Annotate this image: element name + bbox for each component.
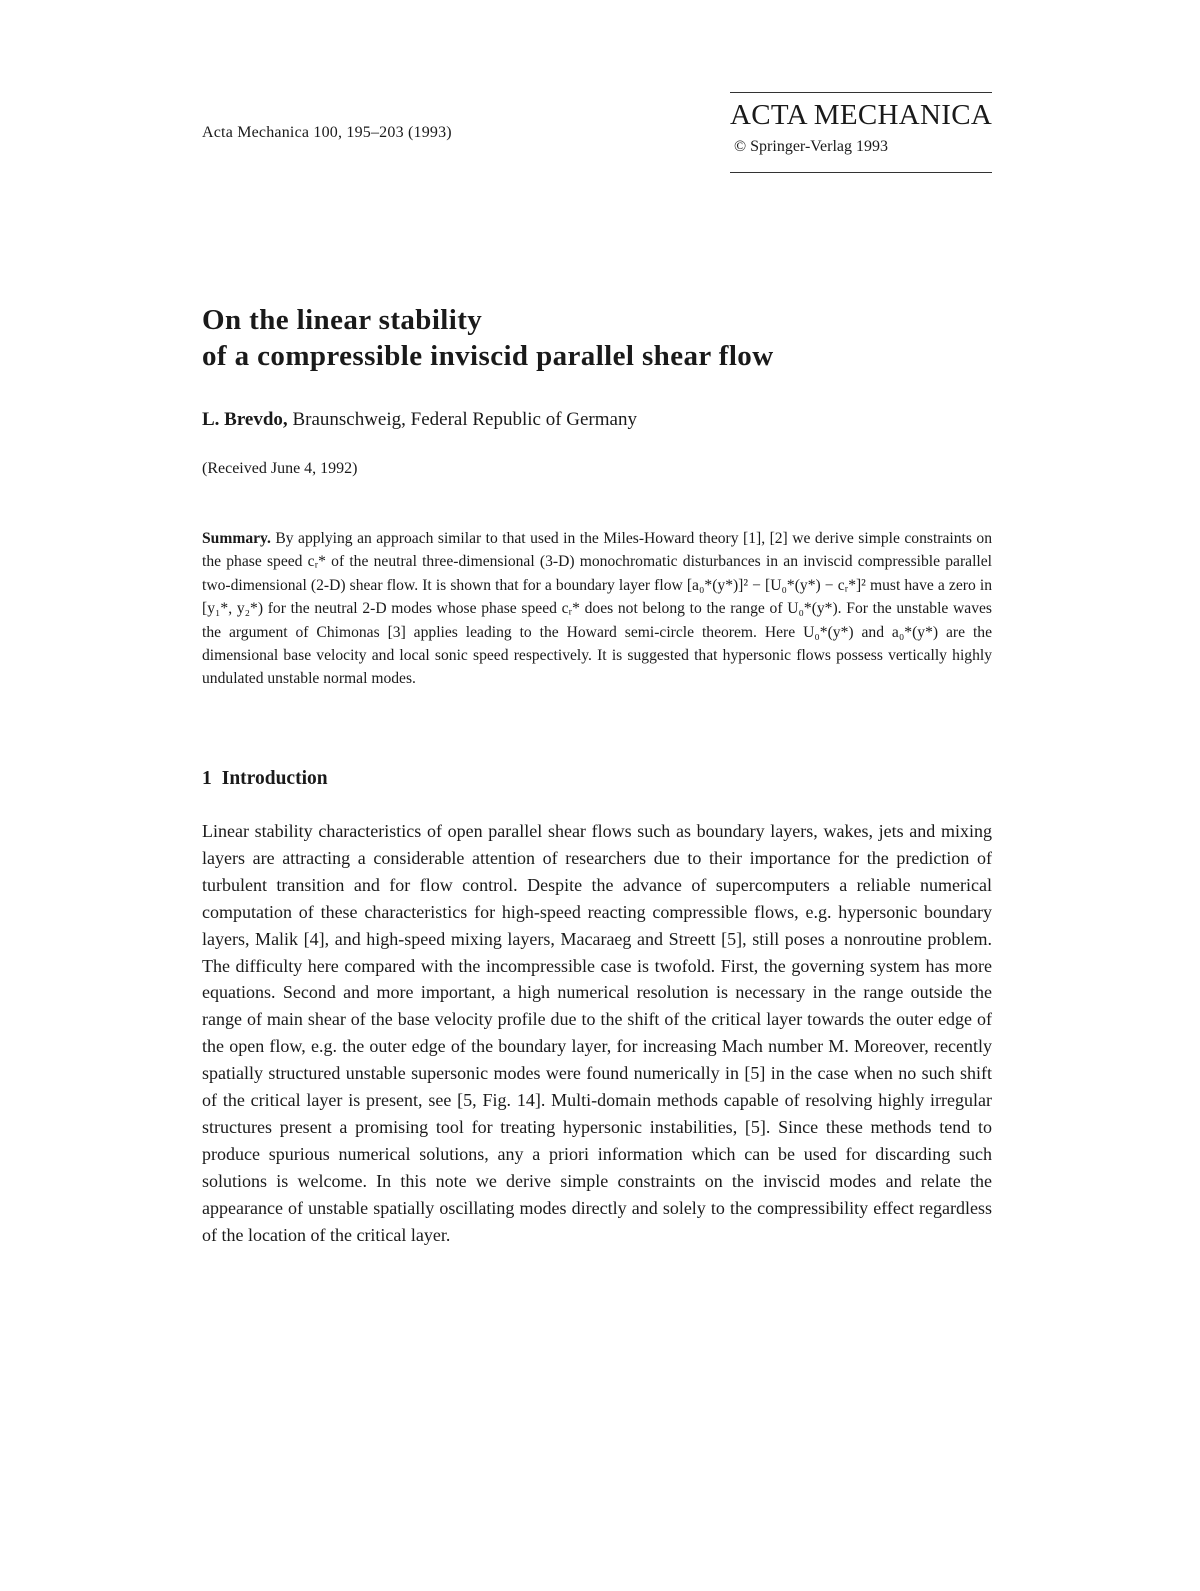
summary-abstract — [202, 527, 992, 691]
title-line-2: of a compressible inviscid parallel shear flow — [202, 340, 774, 372]
author-name: L. Brevdo, — [202, 409, 288, 430]
introduction-body — [202, 818, 992, 1249]
summary-text: By applying an approach similar to that used in the Miles-Howard theory [1], [2] we derive simple constraints on the phase speed cᵣ* of the neutral three-dimensional (3-D) monochromatic disturbances in an inviscid compressible parallel two-dimensional (2-D) shear flow. It is shown that for a boundary layer flow [a₀*(y*)]² − [U₀*(y*) − cᵣ*]² must have a zero in [y₁*, y₂*) for the neutral 2-D modes whose phase speed cᵣ* does not belong to the range of U₀*(y*). For the unstable waves the argument of Chimonas [3] applies leading to the Howard semi-circle theorem. Here U₀*(y*) and a₀*(y*) are the dimensional base velocity and local sonic speed respectively. It is suggested that hypersonic flows possess vertically highly undulated unstable normal modes. — [202, 530, 992, 688]
masthead-bottom-rule — [730, 172, 992, 173]
received-date: (Received June 4, 1992) — [202, 460, 358, 477]
author-affiliation: Braunschweig, Federal Republic of Germany — [287, 409, 637, 430]
summary-label: Summary. — [202, 530, 271, 547]
section-title: Introduction — [221, 768, 328, 789]
paper-title — [202, 302, 1022, 374]
citation-line: Acta Mechanica 100, 195–203 (1993) — [202, 124, 452, 141]
copyright-notice: © Springer-Verlag 1993 — [734, 138, 889, 155]
journal-masthead — [730, 92, 992, 173]
section-number: 1 — [202, 768, 212, 789]
title-line-1: On the linear stability — [202, 304, 483, 336]
section-heading-introduction — [202, 768, 328, 790]
introduction-paragraph: Linear stability characteristics of open parallel shear flows such as boundary layers, wakes, jets and mixing layers are attracting a considerable attention of researchers due to their importance for the prediction of turbulent transition and for flow control. Despite the advance of supercomputers a reliable numerical computation of these characteristics for high-speed reacting compressible flows, e.g. hypersonic boundary layers, Malik [4], and high-speed mixing layers, Macaraeg and Streett [5], still poses a nonroutine problem. The difficulty here compared with the incompressible case is twofold. First, the governing system has more equations. Second and more important, a high numerical resolution is necessary in the range outside the range of main shear of the base velocity profile due to the shift of the critical layer towards the outer edge of the open flow, e.g. the outer edge of the boundary layer, for increasing Mach number M. Moreover, recently spatially structured unstable supersonic modes were found numerically in [5] in the case when no such shift of the critical layer is present, see [5, Fig. 14]. Multi-domain methods capable of resolving highly irregular structures present a promising tool for treating hypersonic instabilities, [5]. Since these methods tend to produce spurious numerical solutions, any a priori information which can be used for discarding such solutions is welcome. In this note we derive simple constraints on the inviscid modes and relate the appearance of unstable spatially oscillating modes directly and solely to the compressibility effect regardless of the location of the critical layer. — [202, 821, 992, 1245]
journal-name: ACTA MECHANICA — [730, 99, 993, 131]
masthead-top-rule — [730, 92, 992, 93]
author-line — [202, 409, 637, 431]
